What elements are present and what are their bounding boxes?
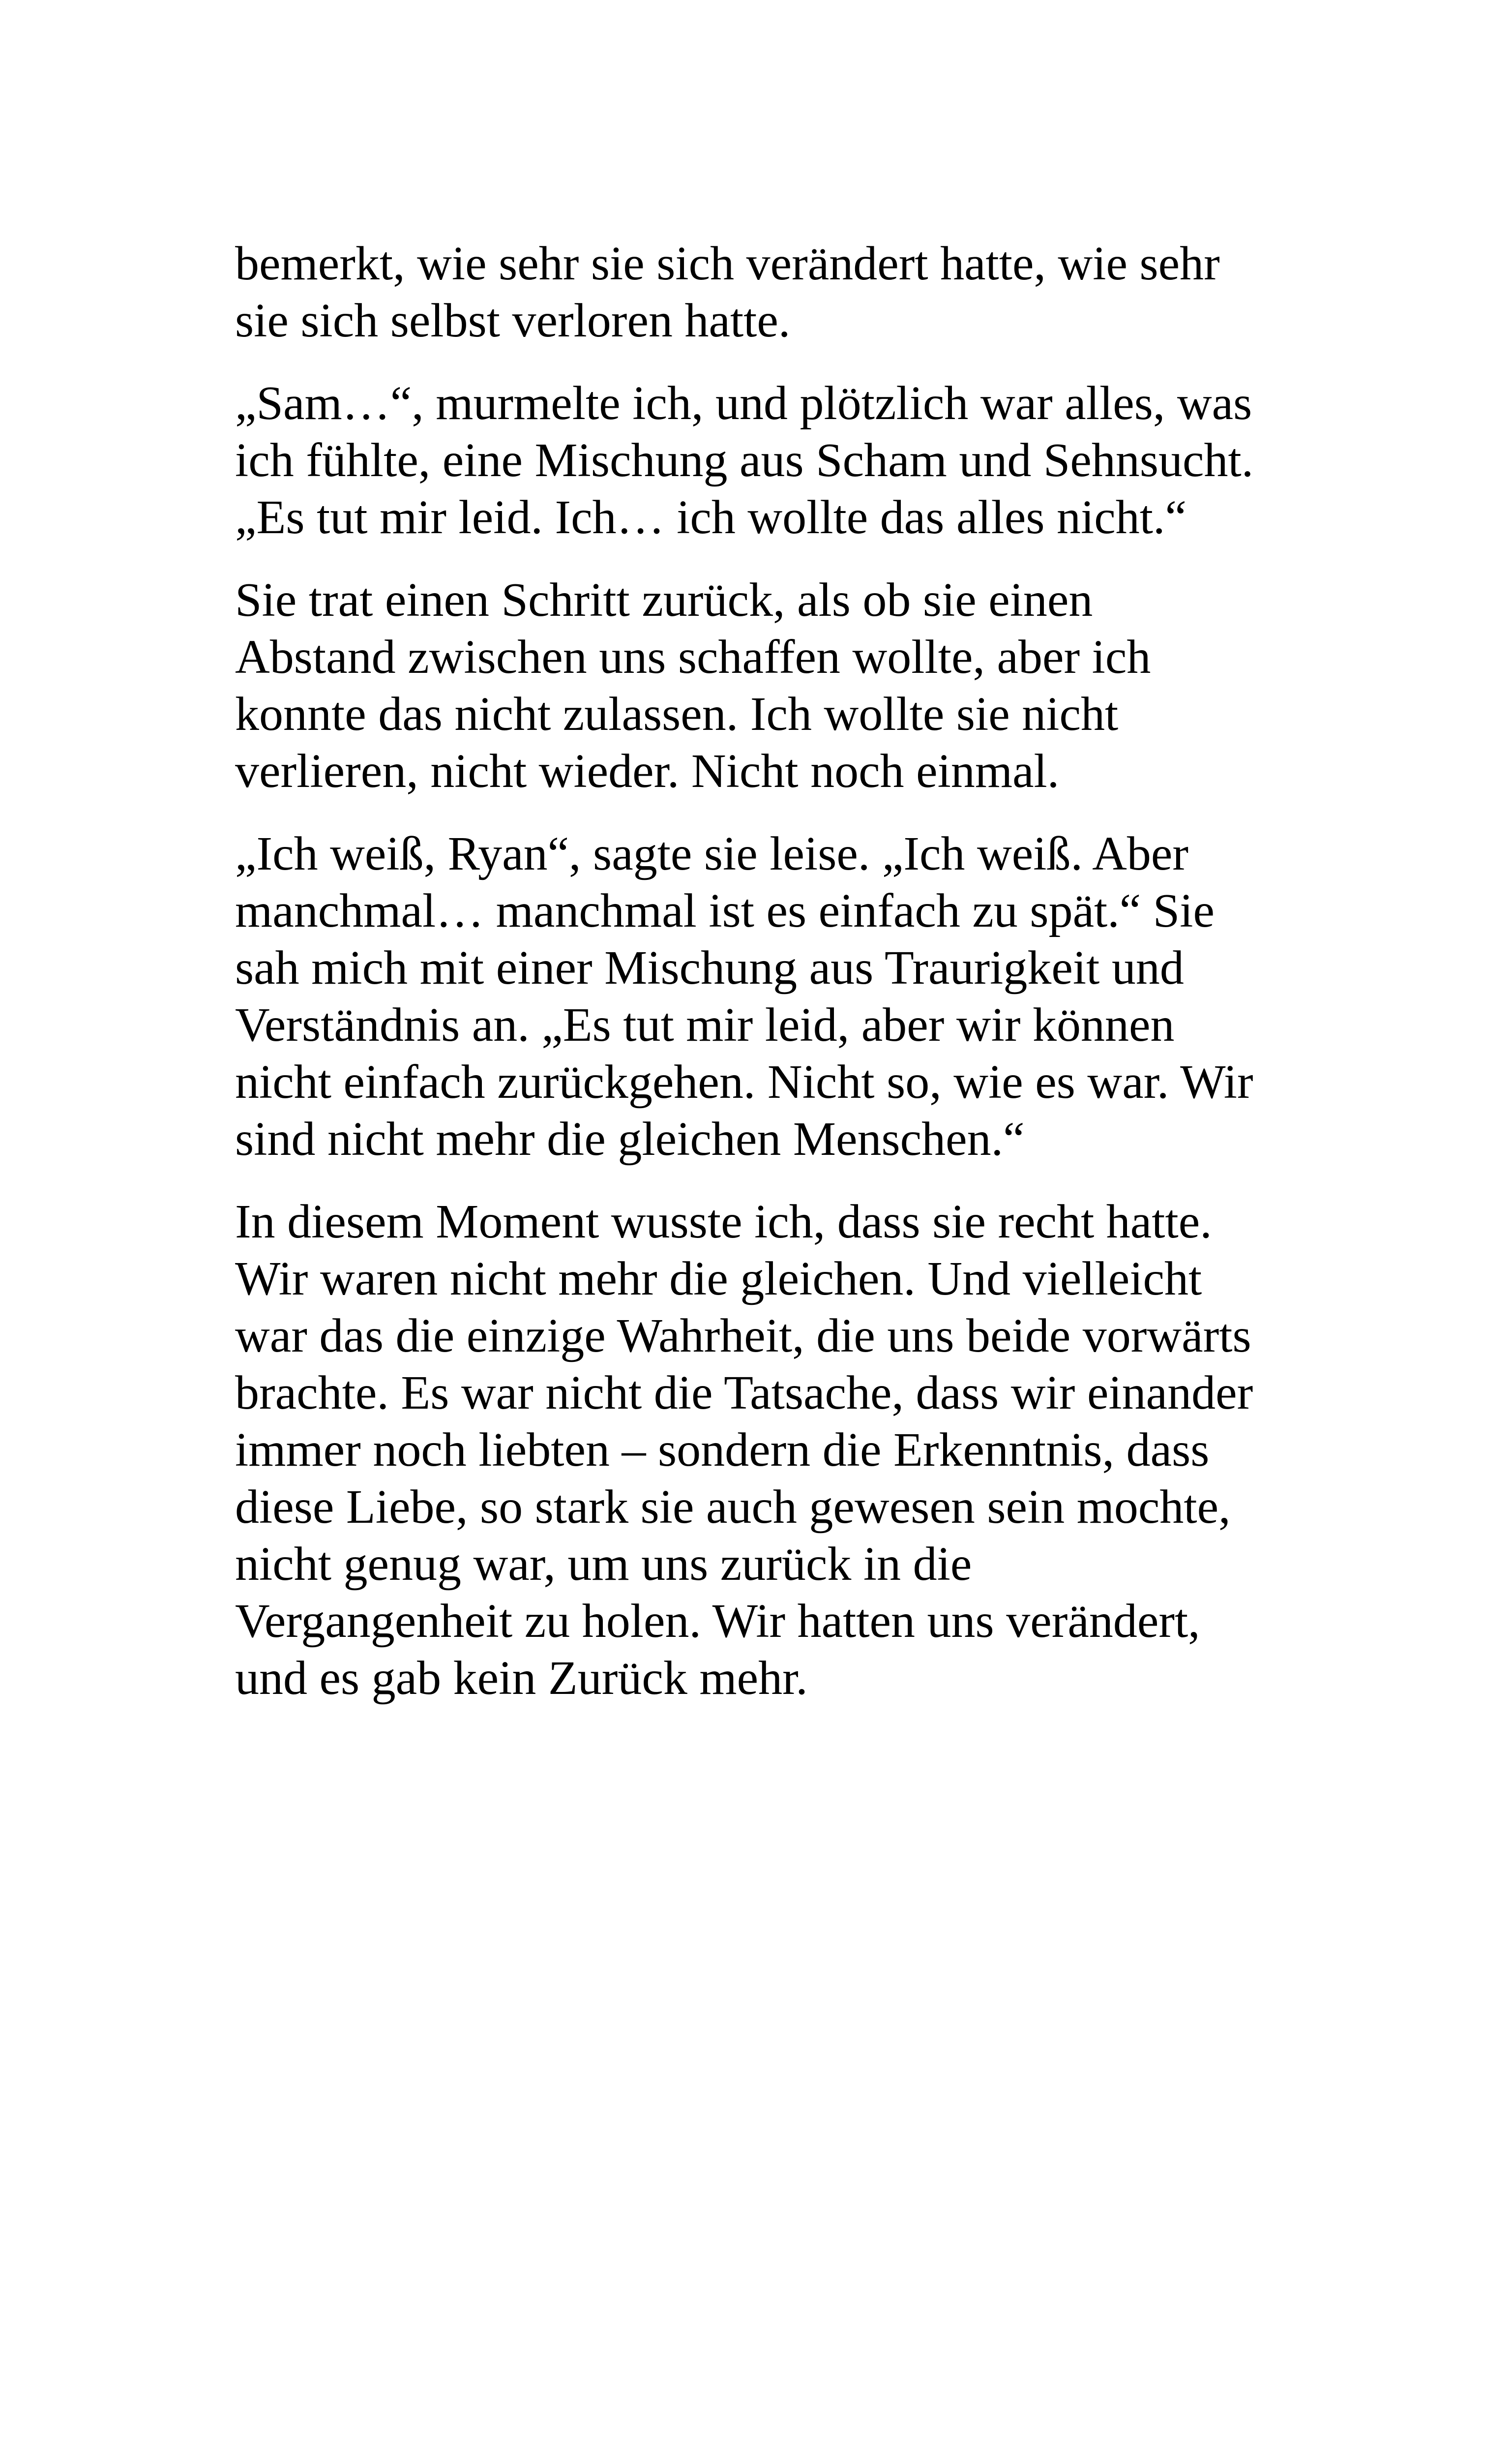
text-line: manchmal… manchmal ist es einfach zu spät.“ Sie: [235, 884, 1215, 937]
paragraph-5: [235, 1193, 1307, 1707]
text-line: diese Liebe, so stark sie auch gewesen sein mochte,: [235, 1480, 1231, 1534]
body-text: [235, 235, 1307, 1732]
text-line: „Es tut mir leid. Ich… ich wollte das alles nicht.“: [235, 491, 1186, 544]
paragraph-3: [235, 572, 1307, 800]
text-line: nicht genug war, um uns zurück in die: [235, 1538, 972, 1591]
text-line: „Ich weiß, Ryan“, sagte sie leise. „Ich weiß. Aber: [235, 827, 1188, 880]
text-line: und es gab kein Zurück mehr.: [235, 1652, 808, 1705]
text-line: verlieren, nicht wieder. Nicht noch einmal.: [235, 745, 1060, 798]
text-line: konnte das nicht zulassen. Ich wollte sie nicht: [235, 688, 1119, 741]
text-line: In diesem Moment wusste ich, dass sie recht hatte.: [235, 1195, 1212, 1248]
text-line: Wir waren nicht mehr die gleichen. Und vielleicht: [235, 1252, 1202, 1305]
paragraph-4: [235, 825, 1307, 1168]
text-line: Sie trat einen Schritt zurück, als ob sie einen: [235, 573, 1093, 627]
text-line: immer noch liebten – sondern die Erkenntnis, dass: [235, 1423, 1210, 1477]
text-line: ich fühlte, eine Mischung aus Scham und Sehnsucht.: [235, 434, 1254, 487]
text-line: bemerkt, wie sehr sie sich verändert hatte, wie sehr: [235, 237, 1220, 290]
text-line: nicht einfach zurückgehen. Nicht so, wie es war. Wir: [235, 1056, 1253, 1109]
text-line: Vergangenheit zu holen. Wir hatten uns verändert,: [235, 1595, 1200, 1648]
text-line: war das die einzige Wahrheit, die uns beide vorwärts: [235, 1309, 1251, 1362]
text-line: sie sich selbst verloren hatte.: [235, 294, 791, 347]
paragraph-1: [235, 235, 1307, 349]
paragraph-2: [235, 375, 1307, 546]
text-line: „Sam…“, murmelte ich, und plötzlich war alles, was: [235, 377, 1252, 430]
text-line: sind nicht mehr die gleichen Menschen.“: [235, 1113, 1025, 1166]
text-line: Verständnis an. „Es tut mir leid, aber wir können: [235, 998, 1175, 1052]
text-line: Abstand zwischen uns schaffen wollte, aber ich: [235, 631, 1151, 684]
text-line: brachte. Es war nicht die Tatsache, dass wir einander: [235, 1366, 1253, 1419]
text-line: sah mich mit einer Mischung aus Traurigkeit und: [235, 941, 1184, 995]
